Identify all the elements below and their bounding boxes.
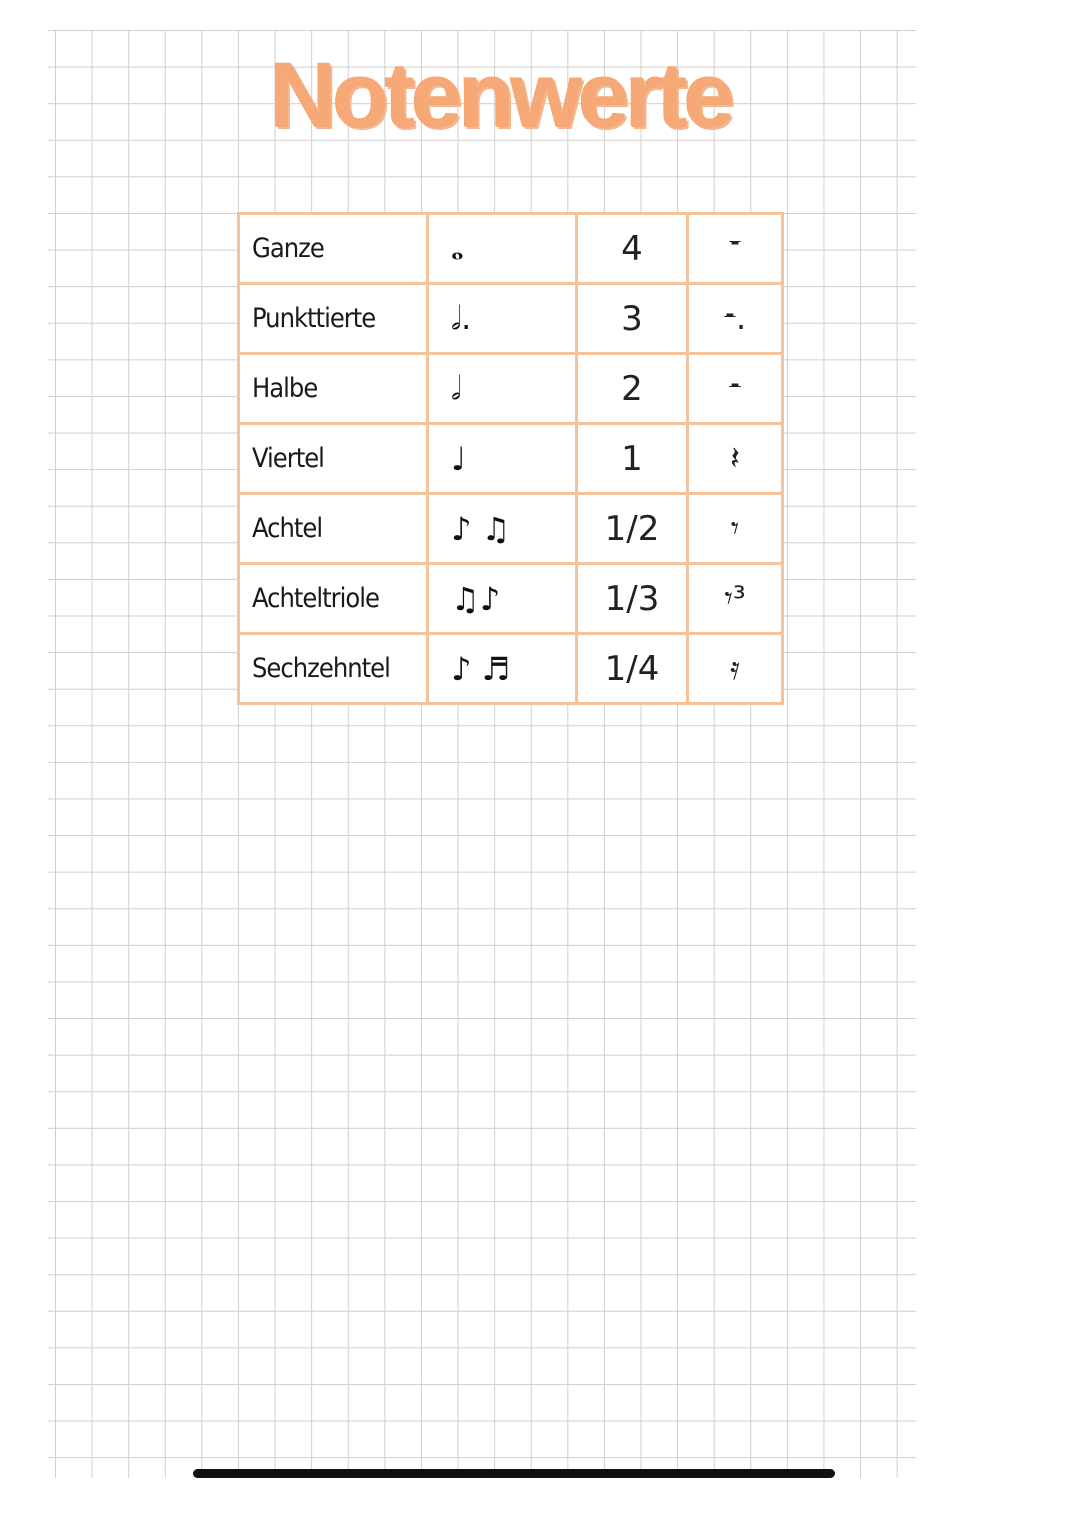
note-symbol: ♫♪	[428, 564, 577, 634]
beat-count: 1	[577, 424, 688, 494]
note-name: Punkttierte	[239, 284, 428, 354]
home-indicator-bar[interactable]	[193, 1469, 835, 1478]
note-name: Ganze	[239, 214, 428, 284]
beat-count: 4	[577, 214, 688, 284]
table-row	[239, 494, 783, 564]
beat-count: 3	[577, 284, 688, 354]
table-row	[239, 354, 783, 424]
note-symbol: ♩	[428, 424, 577, 494]
table-row	[239, 564, 783, 634]
note-values-table	[237, 212, 784, 705]
beat-count: 1/2	[577, 494, 688, 564]
rest-symbol: 𝄾	[688, 494, 783, 564]
page-title: Notenwerte	[270, 44, 731, 147]
beat-count: 1/4	[577, 634, 688, 704]
note-name: Viertel	[239, 424, 428, 494]
table-row	[239, 424, 783, 494]
beat-count: 2	[577, 354, 688, 424]
note-name: Halbe	[239, 354, 428, 424]
note-symbol: 𝅗𝅥	[428, 354, 577, 424]
table-row	[239, 214, 783, 284]
rest-symbol: 𝄻	[688, 214, 783, 284]
rest-symbol: 𝄿	[688, 634, 783, 704]
beat-count: 1/3	[577, 564, 688, 634]
note-symbol: ♪ ♬	[428, 634, 577, 704]
note-symbol: 𝅝	[428, 214, 577, 284]
note-name: Achteltriole	[239, 564, 428, 634]
rest-symbol: 𝄽	[688, 424, 783, 494]
note-name: Sechzehntel	[239, 634, 428, 704]
table-row	[239, 634, 783, 704]
rest-symbol: 𝄾³	[688, 564, 783, 634]
rest-symbol: 𝄼.	[688, 284, 783, 354]
note-name: Achtel	[239, 494, 428, 564]
table-row	[239, 284, 783, 354]
note-symbol: ♪ ♫	[428, 494, 577, 564]
rest-symbol: 𝄼	[688, 354, 783, 424]
note-symbol: 𝅗𝅥.	[428, 284, 577, 354]
